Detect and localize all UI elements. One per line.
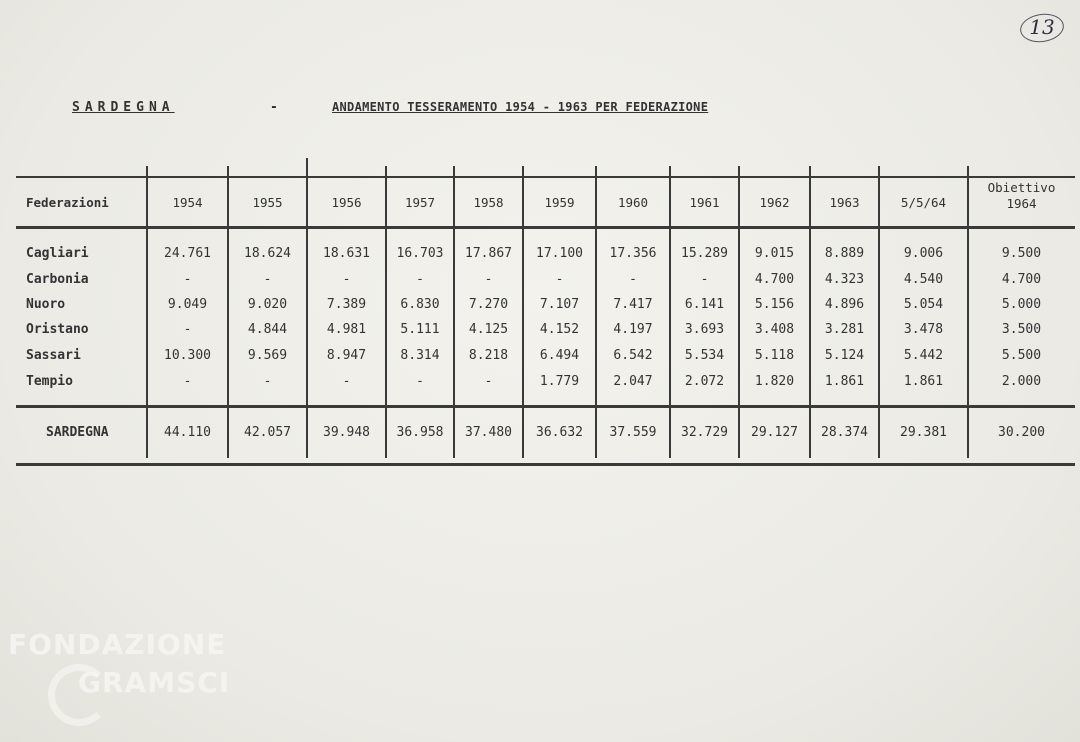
table-cell: 8.889 <box>824 246 865 261</box>
table-cell: - <box>629 272 637 287</box>
table-cell: 4.896 <box>824 297 865 312</box>
table-cell: 4.844 <box>247 322 288 337</box>
table-cell: 9.015 <box>754 246 795 261</box>
table-cell: 5.054 <box>903 297 944 312</box>
table-cell: 17.100 <box>536 246 583 261</box>
table-cell: 9.500 <box>1001 246 1042 261</box>
total-cell: 37.480 <box>465 425 512 440</box>
table-cell: - <box>183 272 192 287</box>
table-cell: 4.700 <box>1001 272 1042 287</box>
table-cell: 18.624 <box>244 246 291 261</box>
table-column-rule <box>967 166 969 458</box>
table-cell: 7.270 <box>468 297 509 312</box>
table-rule-total <box>16 405 1075 408</box>
table-cell: 24.761 <box>164 246 211 261</box>
table-cell: - <box>484 374 493 389</box>
table-cell: 5.500 <box>1001 348 1042 363</box>
table-cell: - <box>416 374 424 389</box>
column-header: Obiettivo <box>987 180 1056 195</box>
table-cell: 4.700 <box>754 272 795 287</box>
table-rule-header <box>16 226 1075 229</box>
table-cell: 5.118 <box>754 348 795 363</box>
column-header: Federazioni <box>26 195 109 210</box>
table-cell: 7.417 <box>613 297 653 312</box>
total-cell: 42.057 <box>244 425 291 440</box>
total-row-label: SARDEGNA <box>46 425 109 440</box>
table-cell: 9.569 <box>247 348 288 363</box>
table-cell: 3.281 <box>824 322 865 337</box>
page-number: 13 <box>1029 15 1055 39</box>
title-region: SARDEGNA <box>72 100 175 115</box>
table-cell: 4.323 <box>824 272 865 287</box>
table-cell: 6.542 <box>613 348 653 363</box>
table-cell: 6.494 <box>539 348 580 363</box>
table-cell: - <box>342 374 351 389</box>
table-cell: 2.047 <box>613 374 653 389</box>
table-cell: 3.408 <box>754 322 795 337</box>
table-cell: 9.006 <box>903 246 944 261</box>
column-header: 1964 <box>1006 196 1037 211</box>
table-row-label: Nuoro <box>26 297 66 312</box>
table-cell: - <box>416 272 424 287</box>
total-cell: 39.948 <box>323 425 370 440</box>
table-cell: 1.779 <box>539 374 580 389</box>
column-header: 1957 <box>404 195 436 210</box>
table-cell: 5.124 <box>824 348 865 363</box>
table-cell: - <box>263 272 272 287</box>
table-row-label: Cagliari <box>26 246 89 261</box>
column-header: 1959 <box>544 195 575 210</box>
table-cell: 8.947 <box>326 348 367 363</box>
total-cell: 36.632 <box>536 425 583 440</box>
total-cell: 28.374 <box>821 425 868 440</box>
total-cell: 36.958 <box>396 425 444 440</box>
table-cell: 8.314 <box>400 348 440 363</box>
table-row-label: Oristano <box>26 322 89 337</box>
column-header: 1960 <box>617 195 649 210</box>
table-cell: 18.631 <box>323 246 370 261</box>
table-row-label: Sassari <box>26 348 81 363</box>
column-header: 1962 <box>759 195 790 210</box>
table-cell: - <box>484 272 493 287</box>
column-header: 1958 <box>473 195 504 210</box>
table-cell: - <box>183 374 192 389</box>
table-cell: 7.389 <box>326 297 367 312</box>
table-column-rule <box>595 166 597 458</box>
table-cell: 3.693 <box>684 322 725 337</box>
table-cell: 15.289 <box>681 246 728 261</box>
table-cell: 3.478 <box>903 322 944 337</box>
table-cell: 8.218 <box>468 348 509 363</box>
table-rule-top <box>16 176 1075 178</box>
table-cell: - <box>555 272 564 287</box>
table-cell: - <box>183 322 192 337</box>
table-cell: 3.500 <box>1001 322 1042 337</box>
total-cell: 44.110 <box>164 425 211 440</box>
table-column-rule <box>227 166 229 458</box>
watermark-line1: FONDAZIONE <box>8 628 227 661</box>
table-cell: 4.125 <box>468 322 509 337</box>
total-cell: 30.200 <box>998 425 1045 440</box>
column-header: 1956 <box>331 195 362 210</box>
table-cell: 4.540 <box>903 272 944 287</box>
table-cell: 17.356 <box>609 246 657 261</box>
column-header: 1963 <box>829 195 860 210</box>
table-cell: - <box>700 272 709 287</box>
table-cell: 4.981 <box>326 322 367 337</box>
column-header: 1955 <box>252 195 283 210</box>
column-header: 5/5/64 <box>900 195 947 210</box>
table-cell: 9.020 <box>247 297 288 312</box>
table-cell: 7.107 <box>539 297 580 312</box>
watermark-logo <box>8 620 268 710</box>
column-header: 1961 <box>689 195 720 210</box>
table-cell: 6.141 <box>684 297 725 312</box>
table-cell: - <box>342 272 351 287</box>
table-cell: 5.534 <box>684 348 725 363</box>
total-cell: 29.381 <box>900 425 947 440</box>
table-cell: 17.867 <box>465 246 512 261</box>
total-cell: 32.729 <box>681 425 728 440</box>
table-rule-bottom <box>16 463 1075 466</box>
table-cell: 5.111 <box>400 322 440 337</box>
total-cell: 29.127 <box>751 425 798 440</box>
table-cell: 1.861 <box>903 374 944 389</box>
table-row-label: Carbonia <box>26 272 89 287</box>
table-cell: 9.049 <box>167 297 208 312</box>
table-cell: 10.300 <box>164 348 211 363</box>
total-cell: 37.559 <box>609 425 657 440</box>
table-row-label: Tempio <box>26 374 73 389</box>
table-column-rule <box>306 158 308 458</box>
table-cell: 16.703 <box>396 246 444 261</box>
table-cell: - <box>263 374 272 389</box>
table-cell: 1.820 <box>754 374 795 389</box>
table-cell: 5.442 <box>903 348 944 363</box>
table-cell: 2.000 <box>1001 374 1042 389</box>
table-column-rule <box>146 166 148 458</box>
table-cell: 2.072 <box>684 374 725 389</box>
title-subject: ANDAMENTO TESSERAMENTO 1954 - 1963 PER FEDERAZIONE <box>332 100 709 114</box>
table-cell: 1.861 <box>824 374 865 389</box>
column-header: 1954 <box>172 195 203 210</box>
table-cell: 4.197 <box>613 322 653 337</box>
table-cell: 4.152 <box>539 322 580 337</box>
table-cell: 5.156 <box>754 297 795 312</box>
table-cell: 6.830 <box>400 297 440 312</box>
watermark-line2: GRAMSCI <box>78 666 231 699</box>
table-cell: 5.000 <box>1001 297 1042 312</box>
title-dash: - <box>270 100 278 115</box>
